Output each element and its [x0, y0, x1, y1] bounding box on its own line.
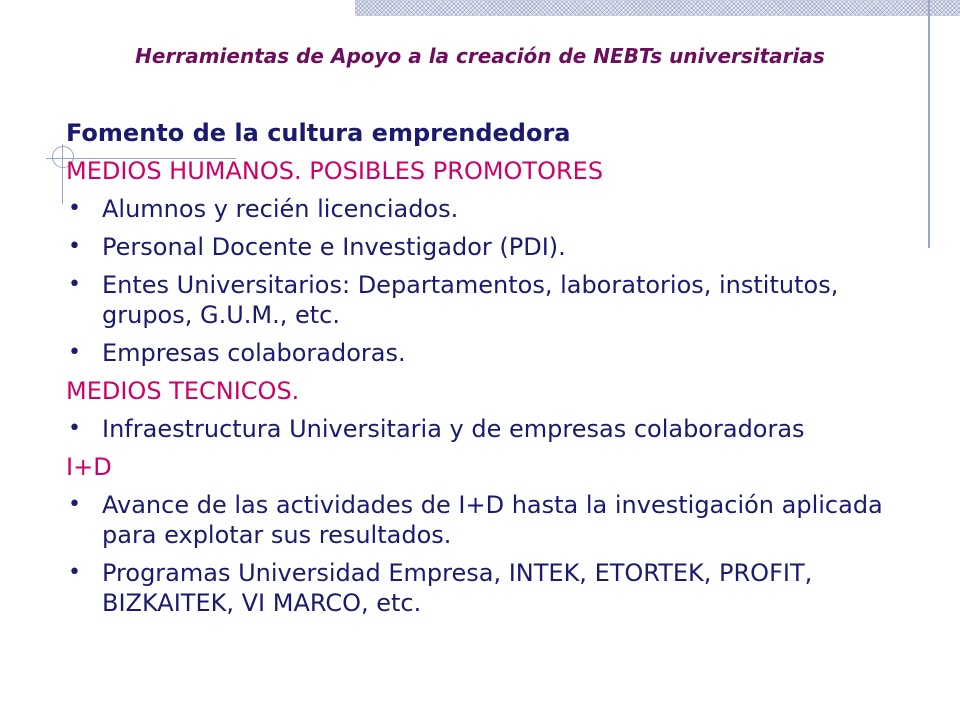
list-item-text: Infraestructura Universitaria y de empresas colaboradoras: [102, 415, 805, 443]
section-heading: I+D: [66, 453, 112, 481]
list-item-text: Avance de las actividades de I+D hasta la investigación aplicada para explotar sus resultados.: [102, 491, 883, 549]
bullet-icon: •: [68, 234, 81, 259]
section-medios-tecnicos: [66, 376, 926, 444]
list-item-text: Empresas colaboradoras.: [102, 339, 406, 367]
decorative-short-line: [62, 144, 63, 204]
section-medios-humanos: [66, 156, 926, 368]
bullet-icon: •: [68, 416, 81, 441]
bullet-icon: •: [68, 340, 81, 365]
list-item-text: Alumnos y recién licenciados.: [102, 195, 459, 223]
list-item: [66, 270, 926, 330]
list-item: [66, 232, 926, 262]
list-item: [66, 558, 926, 618]
decorative-vertical-line: [928, 0, 930, 248]
section-heading: MEDIOS TECNICOS.: [66, 377, 300, 405]
list-item: [66, 490, 926, 550]
list-item-text: Personal Docente e Investigador (PDI).: [102, 233, 566, 261]
slide-content: [66, 118, 926, 626]
list-item-text: Entes Universitarios: Departamentos, laboratorios, institutos, grupos, G.U.M., etc.: [102, 271, 839, 329]
bullet-icon: •: [68, 196, 81, 221]
list-item-text: Programas Universidad Empresa, INTEK, ETORTEK, PROFIT, BIZKAITEK, VI MARCO, etc.: [102, 559, 813, 617]
list-item: [66, 414, 926, 444]
list-item: [66, 194, 926, 224]
bullet-icon: •: [68, 272, 81, 297]
decorative-pattern-band: [355, 0, 960, 16]
list-item: [66, 338, 926, 368]
section-heading: MEDIOS HUMANOS. POSIBLES PROMOTORES: [66, 157, 604, 185]
bullet-icon: •: [68, 492, 81, 517]
bullet-icon: •: [68, 560, 81, 585]
slide-title: Fomento de la cultura emprendedora: [66, 119, 571, 147]
section-i-d: [66, 452, 926, 618]
page-title: Herramientas de Apoyo a la creación de NEBTs universitarias: [135, 44, 825, 68]
